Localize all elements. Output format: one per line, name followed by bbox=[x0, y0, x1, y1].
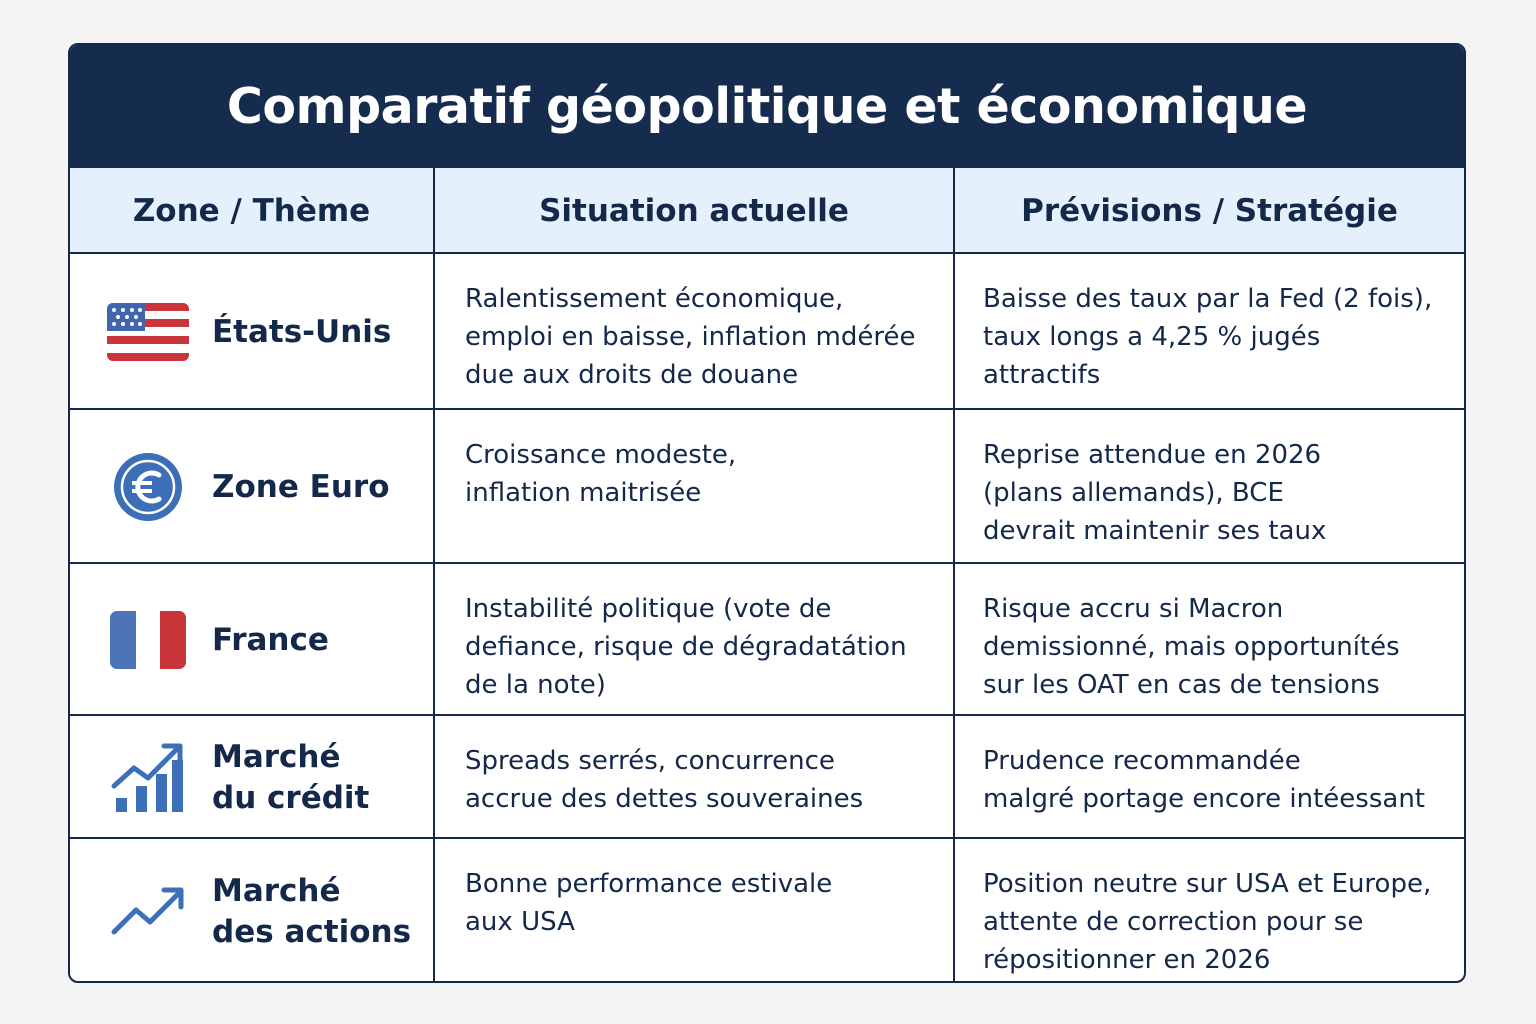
france-flag-icon bbox=[106, 611, 190, 669]
zone-label: France bbox=[212, 621, 329, 658]
table-row bbox=[70, 837, 1464, 983]
table-row bbox=[70, 714, 1464, 839]
trend-up-icon bbox=[106, 886, 190, 938]
prevision-text: Reprise attendue en 2026 (plans allemands), BCE devrait maintenir ses taux bbox=[983, 440, 1327, 546]
zone-label: États-Unis bbox=[212, 313, 392, 350]
zone-cell bbox=[70, 839, 435, 983]
prevision-cell bbox=[955, 716, 1464, 839]
situation-cell bbox=[435, 716, 955, 839]
column-header-prevision: Prévisions / Stratégie bbox=[1021, 192, 1398, 229]
page-title: Comparatif géopolitique et économique bbox=[70, 45, 1464, 168]
table-row bbox=[70, 408, 1464, 564]
situation-text: Instabilité politique (vote de defiance, risque de dégradatátion de la note) bbox=[465, 594, 907, 700]
zone-cell bbox=[70, 564, 435, 716]
situation-text: Bonne performance estivale aux USA bbox=[465, 869, 833, 937]
table-row bbox=[70, 562, 1464, 716]
situation-cell bbox=[435, 254, 955, 410]
prevision-text: Baisse des taux par la Fed (2 fois), taux longs a 4,25 % jugés attractifs bbox=[983, 284, 1433, 390]
zone-label: Marché du crédit bbox=[212, 738, 370, 816]
situation-cell bbox=[435, 410, 955, 564]
zone-cell bbox=[70, 716, 435, 839]
column-header-zone: Zone / Thème bbox=[70, 168, 435, 253]
prevision-text: Risque accru si Macron demissionné, mais opportunítés sur les OAT en cas de tensions bbox=[983, 594, 1400, 700]
zone-label: Marché des actions bbox=[212, 873, 412, 950]
prevision-cell bbox=[955, 254, 1464, 410]
zone-cell bbox=[70, 410, 435, 564]
situation-text: Croissance modeste, inflation maitrisée bbox=[465, 440, 737, 508]
euro-icon bbox=[106, 451, 190, 523]
prevision-cell bbox=[955, 410, 1464, 564]
prevision-cell bbox=[955, 564, 1464, 716]
prevision-cell bbox=[955, 839, 1464, 983]
zone-cell bbox=[70, 254, 435, 410]
prevision-text: Position neutre sur USA et Europe, attente de correction pour se répositionner en 2026 bbox=[983, 869, 1432, 975]
situation-text: Ralentissement économique, emploi en baisse, inflation mdérée due aux droits de douane bbox=[465, 284, 916, 390]
zone-label: Zone Euro bbox=[212, 468, 390, 505]
situation-cell bbox=[435, 564, 955, 716]
table-row bbox=[70, 252, 1464, 410]
situation-text: Spreads serrés, concurrence accrue des dettes souveraines bbox=[465, 746, 864, 814]
prevision-text: Prudence recommandée malgré portage encore intéessant bbox=[983, 746, 1425, 814]
column-header-situation: Situation actuelle bbox=[435, 168, 955, 253]
comparison-card bbox=[68, 43, 1466, 983]
us-flag-icon bbox=[106, 303, 190, 361]
bar-chart-trend-icon bbox=[106, 742, 190, 814]
comparison-table bbox=[70, 168, 1464, 981]
table-header-row bbox=[70, 168, 1464, 253]
situation-cell bbox=[435, 839, 955, 983]
